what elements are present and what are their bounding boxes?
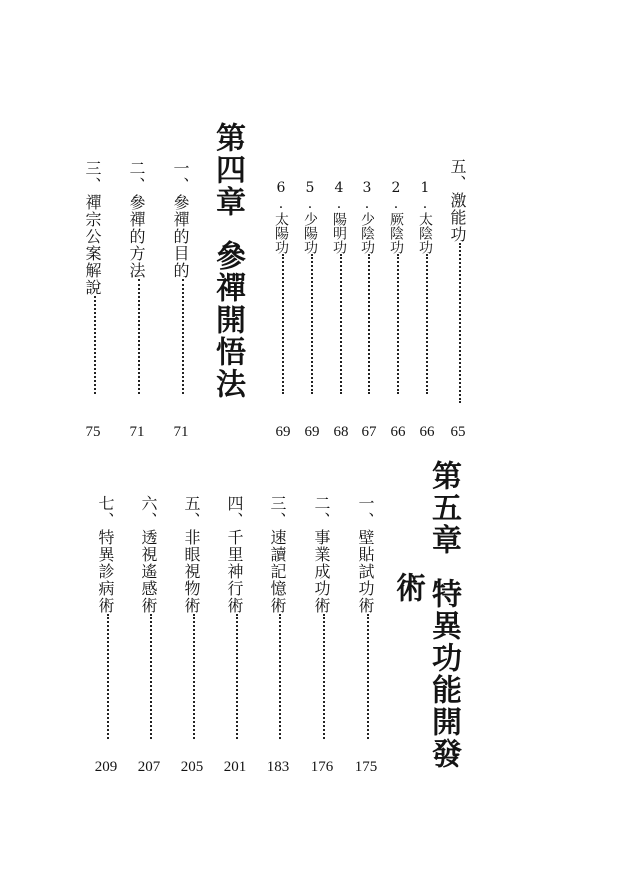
toc-entry-label: 2.厥陰功 <box>388 180 404 254</box>
toc-subentry-5 <box>303 180 317 394</box>
toc-entry-ch5-4 <box>226 495 242 739</box>
page-number: 67 <box>361 424 377 440</box>
toc-entry-label: 七、特異診病術 <box>96 495 115 614</box>
toc-entry-ch4-1 <box>172 160 188 394</box>
dot-leader <box>459 243 465 403</box>
chapter-4-heading <box>210 122 245 400</box>
page-number: 69 <box>275 424 291 440</box>
toc-entry-ch5-7 <box>97 495 113 739</box>
toc-entry-label: 四、千里神行術 <box>225 495 244 614</box>
toc-subentry-3 <box>360 180 374 394</box>
toc-entry-label: 一、壁貼試功術 <box>356 495 375 614</box>
dot-leader <box>94 296 100 394</box>
page-number: 75 <box>85 424 101 440</box>
page-number: 71 <box>129 424 145 440</box>
dot-leader <box>340 254 346 394</box>
dot-leader <box>107 614 113 739</box>
toc-subentry-4 <box>332 180 346 394</box>
dot-leader <box>182 279 188 394</box>
toc-entry-label: 4.陽明功 <box>331 180 347 254</box>
toc-entry-ch5-2 <box>313 495 329 739</box>
toc-entry-label: 1.太陰功 <box>417 180 433 254</box>
toc-subentry-6 <box>274 180 288 394</box>
toc-subentry-1 <box>418 180 432 394</box>
toc-entry-ch5-1 <box>357 495 373 739</box>
dot-leader <box>426 254 432 394</box>
toc-entry-ch5-5 <box>183 495 199 739</box>
dot-leader <box>311 254 317 394</box>
page-number: 69 <box>304 424 320 440</box>
toc-entry-label: 5.少陽功 <box>302 180 318 254</box>
page-number: 175 <box>354 759 378 775</box>
dot-leader <box>138 279 144 394</box>
toc-entry-ch5-3 <box>269 495 285 739</box>
toc-entry-ch4-3 <box>84 160 100 394</box>
page-number: 68 <box>333 424 349 440</box>
chapter-number: 第四章 <box>210 122 245 218</box>
chapter-5-heading-line2 <box>390 572 425 604</box>
toc-entry-ch4-2 <box>128 160 144 394</box>
page-number: 207 <box>137 759 161 775</box>
chapter-number: 第五章 <box>426 460 461 556</box>
page-number: 205 <box>180 759 204 775</box>
chapter-5-heading <box>426 460 461 770</box>
toc-entry-label: 6.太陽功 <box>273 180 289 254</box>
toc-entry-label: 一、參禪的目的 <box>171 160 190 279</box>
toc-entry-label: 五、激能功 <box>448 158 467 243</box>
dot-leader <box>397 254 403 394</box>
toc-entry-label: 三、速讀記憶術 <box>268 495 287 614</box>
toc-entry-label: 六、透視遙感術 <box>139 495 158 614</box>
page-number: 209 <box>94 759 118 775</box>
page-number: 65 <box>450 424 466 440</box>
page-number: 183 <box>266 759 290 775</box>
toc-entry-label: 五、非眼視物術 <box>182 495 201 614</box>
chapter-title: 特異功能開發 <box>426 578 461 770</box>
toc-entry-label: 二、事業成功術 <box>312 495 331 614</box>
toc-entry-label: 三、禪宗公案解說 <box>83 160 102 296</box>
page-number: 201 <box>223 759 247 775</box>
dot-leader <box>236 614 242 739</box>
toc-entry-label: 二、參禪的方法 <box>127 160 146 279</box>
toc-entry-ch5-6 <box>140 495 156 739</box>
dot-leader <box>368 254 374 394</box>
dot-leader <box>279 614 285 739</box>
page-number: 176 <box>310 759 334 775</box>
page-number: 66 <box>419 424 435 440</box>
dot-leader <box>150 614 156 739</box>
dot-leader <box>282 254 288 394</box>
toc-entry-label: 3.少陰功 <box>359 180 375 254</box>
dot-leader <box>367 614 373 739</box>
toc-subentry-2 <box>389 180 403 394</box>
toc-entry-jineng <box>449 158 465 403</box>
chapter-title: 參禪開悟法 <box>210 240 245 400</box>
page-number: 71 <box>173 424 189 440</box>
page-number: 66 <box>390 424 406 440</box>
chapter-title-line2: 術 <box>390 572 425 604</box>
dot-leader <box>193 614 199 739</box>
dot-leader <box>323 614 329 739</box>
